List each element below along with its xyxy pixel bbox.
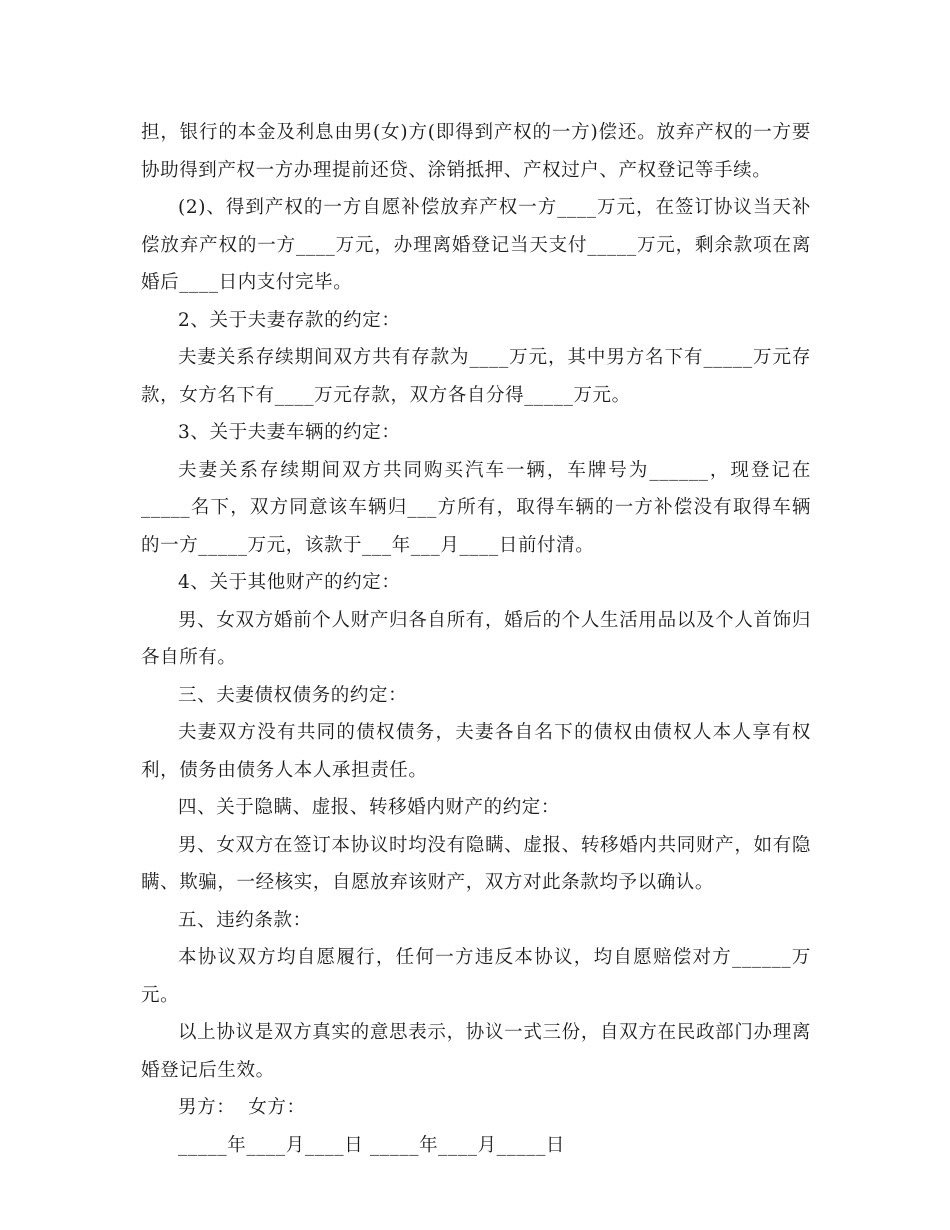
date-line: _____年____月____日 _____年____月_____日: [178, 1134, 566, 1156]
paragraph-concealment: 男、女双方在签订本协议时均没有隐瞒、虚报、转移婚内共同财产，如有隐瞒、欺骗，一经核实，自愿放弃该财产，双方对此条款均予以确认。: [141, 834, 811, 893]
heading-debts: 三、夫妻债权债务的约定：: [178, 684, 408, 706]
paragraph-deposits: 夫妻关系存续期间双方共有存款为____万元，其中男方名下有_____万元存款，女方名下有____万元存款，双方各自分得_____万元。: [141, 347, 811, 406]
heading-concealment: 四、关于隐瞒、虚报、转移婚内财产的约定：: [178, 797, 561, 818]
document-body: [141, 114, 811, 1164]
paragraph-other-property: 男、女双方婚前个人财产归各自所有，婚后的个人生活用品以及个人首饰归各自所有。: [141, 609, 811, 668]
paragraph-debts: 夫妻双方没有共同的债权债务，夫妻各自名下的债权由债权人本人享有权利，债务由债务人本人承担责任。: [141, 722, 811, 781]
paragraph-breach: 本协议双方均自愿履行，任何一方违反本协议，均自愿赔偿对方______万元。: [141, 947, 811, 1006]
paragraph-effectiveness: 以上协议是双方真实的意思表示，协议一式三份，自双方在民政部门办理离婚登记后生效。: [141, 1022, 811, 1081]
heading-deposits: 2、关于夫妻存款的约定：: [178, 309, 401, 331]
heading-breach: 五、违约条款：: [178, 909, 312, 931]
paragraph-vehicles: 夫妻关系存续期间双方共同购买汽车一辆，车牌号为______，现登记在_____名下，双方同意该车辆归___方所有，取得车辆的一方补偿没有取得车辆的一方_____万元，该款于___年___月____日前付清。: [141, 459, 811, 556]
signature-line: 男方： 女方：: [178, 1097, 306, 1118]
heading-vehicles: 3、关于夫妻车辆的约定：: [178, 422, 401, 443]
paragraph-loan-repayment: 担，银行的本金及利息由男(女)方(即得到产权的一方)偿还。放弃产权的一方要协助得到产权一方办理提前还贷、涂销抵押、产权过户、产权登记等手续。: [141, 122, 811, 181]
heading-other-property: 4、关于其他财产的约定：: [178, 572, 401, 593]
paragraph-property-compensation: (2)、得到产权的一方自愿补偿放弃产权一方____万元，在签订协议当天补偿放弃产权的一方____万元，办理离婚登记当天支付_____万元，剩余款项在离婚后____日内支付完毕。: [141, 197, 811, 293]
